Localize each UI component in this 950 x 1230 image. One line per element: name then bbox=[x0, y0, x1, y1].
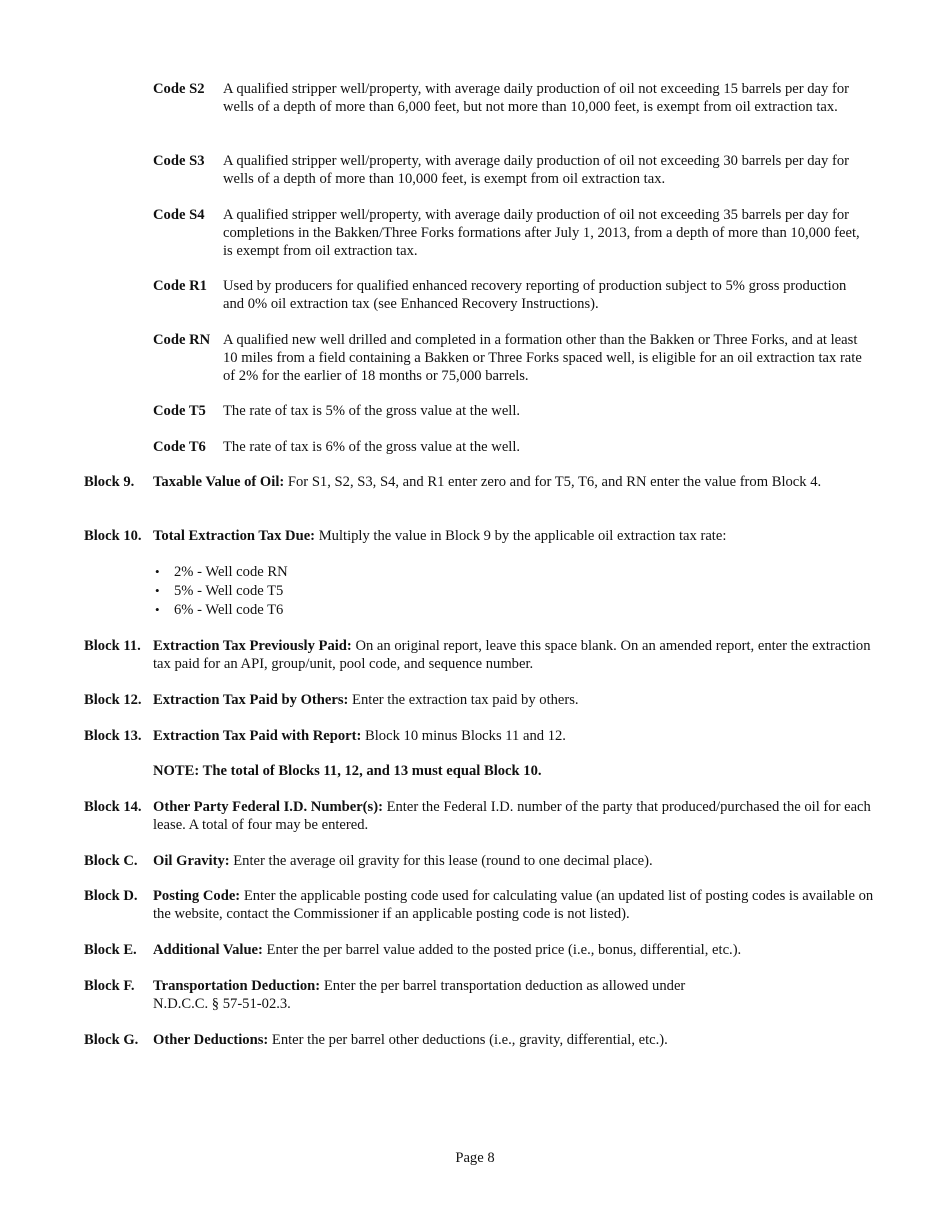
block-body bbox=[153, 941, 874, 959]
list-item bbox=[155, 563, 288, 582]
code-t6 bbox=[153, 438, 868, 456]
block-title: Additional Value: bbox=[153, 942, 263, 958]
block-d bbox=[84, 887, 874, 923]
block-text: Enter the Federal I.D. number of the party that produced/purchased the oil for each lease. A total of four may be entered. bbox=[153, 799, 871, 833]
block-body bbox=[153, 798, 874, 834]
block-body bbox=[153, 727, 874, 745]
block-body bbox=[153, 527, 874, 545]
block-f bbox=[84, 977, 874, 1013]
block-label: Block E. bbox=[84, 942, 137, 958]
block-text: Enter the extraction tax paid by others. bbox=[348, 692, 579, 708]
code-description: The rate of tax is 5% of the gross value at the well. bbox=[223, 403, 521, 419]
block-text: Enter the per barrel other deductions (i.e., gravity, differential, etc.). bbox=[268, 1032, 668, 1048]
block-text: Enter the applicable posting code used for calculating value (an updated list of posting codes is available on the website, contact the Commissioner if an applicable posting code is not listed). bbox=[153, 888, 874, 922]
code-description: A qualified new well drilled and completed in a formation other than the Bakken or Three Forks, and at least 10 miles from a field containing a Bakken or Three Forks spaced well, is eligible for an oil extraction tax rate of 2% for the earlier of 18 months or 75,000 barrels. bbox=[223, 332, 862, 384]
block-e bbox=[84, 941, 874, 959]
block-text: For S1, S2, S3, S4, and R1 enter zero and for T5, T6, and RN enter the value from Block 4. bbox=[284, 474, 822, 490]
code-label: Code S2 bbox=[153, 81, 205, 97]
block-body bbox=[153, 1031, 874, 1049]
block-10 bbox=[84, 527, 874, 545]
block-label: Block F. bbox=[84, 978, 135, 994]
block-title: Transportation Deduction: bbox=[153, 978, 321, 994]
block-label: Block C. bbox=[84, 853, 138, 869]
block-label: Block 12. bbox=[84, 692, 142, 708]
code-description: The rate of tax is 6% of the gross value at the well. bbox=[223, 439, 521, 455]
block-text-continued: N.D.C.C. § 57-51-02.3. bbox=[153, 996, 291, 1012]
block-text: Enter the per barrel value added to the posted price (i.e., bonus, differential, etc.). bbox=[262, 942, 742, 958]
block-body bbox=[153, 977, 874, 1013]
code-rn bbox=[153, 331, 868, 385]
block-label: Block 9. bbox=[84, 474, 135, 490]
block-body bbox=[153, 691, 874, 709]
rate-text: 5% - Well code T5 bbox=[174, 583, 284, 599]
code-s2 bbox=[153, 80, 868, 116]
block-g bbox=[84, 1031, 874, 1049]
block-title: Other Deductions: bbox=[153, 1032, 269, 1048]
bullet-icon: • bbox=[155, 583, 160, 598]
block-body bbox=[153, 637, 874, 673]
code-label: Code RN bbox=[153, 332, 211, 348]
rate-text: 2% - Well code RN bbox=[174, 564, 288, 580]
code-description: A qualified stripper well/property, with average daily production of oil not exceeding 15 barrels per day for wells of a depth of more than 6,000 feet, but not more than 10,000 feet, is exempt from oil extraction tax. bbox=[223, 81, 849, 115]
block-text: Multiply the value in Block 9 by the applicable oil extraction tax rate: bbox=[315, 528, 727, 544]
block-label: Block G. bbox=[84, 1032, 139, 1048]
code-label: Code T6 bbox=[153, 439, 206, 455]
block-title: Oil Gravity: bbox=[153, 853, 230, 869]
code-label: Code T5 bbox=[153, 403, 206, 419]
block-label: Block 11. bbox=[84, 638, 141, 654]
block-title: Extraction Tax Previously Paid: bbox=[153, 638, 352, 654]
block-label: Block 13. bbox=[84, 728, 142, 744]
block-9 bbox=[84, 473, 874, 491]
block-label: Block D. bbox=[84, 888, 138, 904]
bullet-icon: • bbox=[155, 564, 160, 579]
code-description: A qualified stripper well/property, with average daily production of oil not exceeding 35 barrels per day for completions in the Bakken/Three Forks formations after July 1, 2013, from a depth of more than 10,000 feet, is exempt from oil extraction tax. bbox=[223, 207, 860, 259]
code-description: Used by producers for qualified enhanced recovery reporting of production subject to 5% gross production and 0% oil extraction tax (see Enhanced Recovery Instructions). bbox=[223, 278, 847, 312]
rate-text: 6% - Well code T6 bbox=[174, 602, 284, 618]
block-14 bbox=[84, 798, 874, 834]
code-r1 bbox=[153, 277, 868, 313]
code-t5 bbox=[153, 402, 868, 420]
code-label: Code S4 bbox=[153, 207, 205, 223]
block-title: Total Extraction Tax Due: bbox=[153, 528, 316, 544]
block-body bbox=[153, 887, 874, 923]
block-title: Extraction Tax Paid by Others: bbox=[153, 692, 349, 708]
block-title: Posting Code: bbox=[153, 888, 241, 904]
block-title: Taxable Value of Oil: bbox=[153, 474, 285, 490]
code-s4 bbox=[153, 206, 868, 260]
block-13 bbox=[84, 727, 874, 745]
list-item bbox=[155, 582, 288, 601]
block-label: Block 14. bbox=[84, 799, 142, 815]
block-title: Other Party Federal I.D. Number(s): bbox=[153, 799, 383, 815]
block-label: Block 10. bbox=[84, 528, 142, 544]
block-text: Enter the per barrel transportation deduction as allowed under bbox=[320, 978, 686, 994]
code-label: Code R1 bbox=[153, 278, 207, 294]
block-12 bbox=[84, 691, 874, 709]
block-body bbox=[153, 852, 874, 870]
block-text: Enter the average oil gravity for this lease (round to one decimal place). bbox=[229, 853, 653, 869]
block-text: On an original report, leave this space blank. On an amended report, enter the extraction tax paid for an API, group/unit, pool code, and sequence number. bbox=[153, 638, 871, 672]
tax-rate-list bbox=[155, 563, 288, 620]
bullet-icon: • bbox=[155, 602, 160, 617]
block-text: Block 10 minus Blocks 11 and 12. bbox=[361, 728, 566, 744]
block-title: Extraction Tax Paid with Report: bbox=[153, 728, 362, 744]
note: NOTE: The total of Blocks 11, 12, and 13 must equal Block 10. bbox=[153, 763, 542, 779]
block-c bbox=[84, 852, 874, 870]
code-s3 bbox=[153, 152, 868, 188]
page-number: Page 8 bbox=[455, 1150, 495, 1166]
block-body bbox=[153, 473, 874, 491]
code-description: A qualified stripper well/property, with average daily production of oil not exceeding 30 barrels per day for wells of a depth of more than 10,000 feet, is exempt from oil extraction tax. bbox=[223, 153, 849, 187]
list-item bbox=[155, 601, 288, 620]
block-11 bbox=[84, 637, 874, 673]
code-label: Code S3 bbox=[153, 153, 205, 169]
